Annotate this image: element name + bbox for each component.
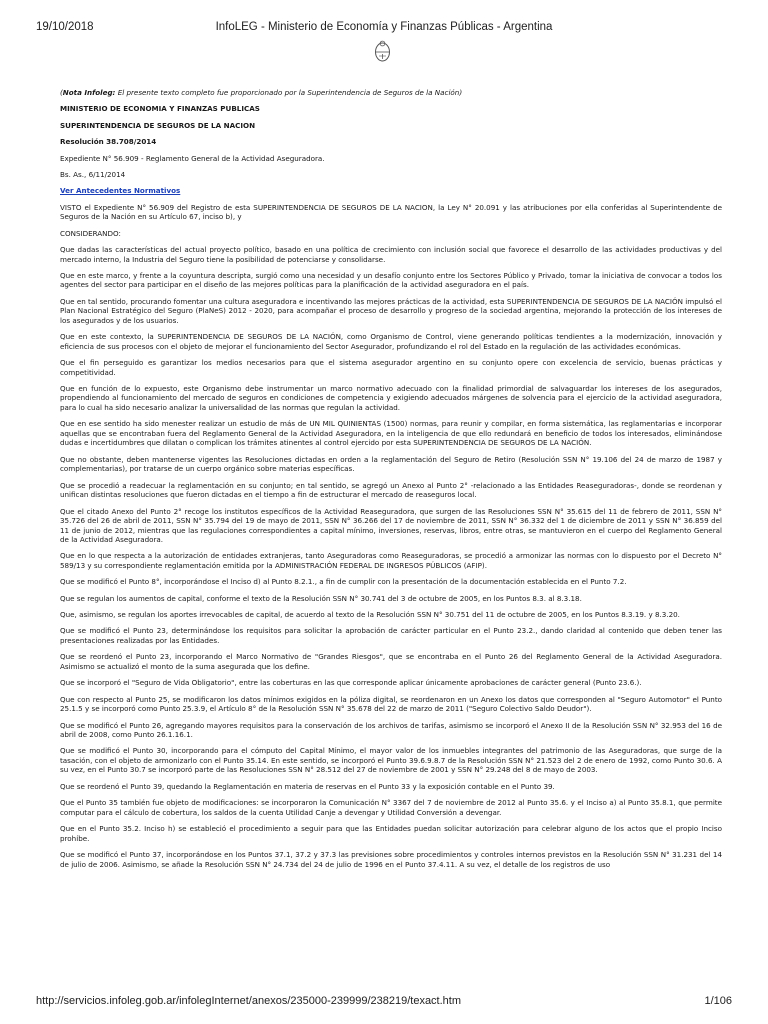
superintendency-heading: SUPERINTENDENCIA DE SEGUROS DE LA NACION <box>60 120 256 130</box>
ministry-heading: MINISTERIO DE ECONOMIA Y FINANZAS PUBLICAS <box>60 104 260 114</box>
body-paragraph: CONSIDERANDO: <box>60 228 121 238</box>
body-paragraph: Que se modificó el Punto 30, incorporando para el cómputo del Capital Mínimo, el mayor valor de los inmuebles integrantes del patrimonio de las Aseguradoras, que surge de la tasación, con el objeto de armonizarlo con el Punto 35.14. En este sentido, se incorporó el Punto 39.6.9.8.7 de la Resolución SSN N° 21.523 del 2 de enero de 1992, como Punto 30.6. A su vez, en el Punto 30.7 se incorporó parte de las Resoluciones SSN N° 28.512 del 27 de noviembre de 2001 y SSN N° 29.248 del 8 de mayo de 2003. <box>60 746 722 775</box>
antecedentes-link[interactable]: Ver Antecedentes Normativos <box>60 186 181 196</box>
body-paragraph: Que se modificó el Punto 37, incorporándose en los Puntos 37.1, 37.2 y 37.3 las previsiones sobre procedimientos y controles internos previstos en la Resolución SSN N° 31.231 del 14 de julio de 2006. Asimismo, se añade la Resolución SSN N° 24.734 del 24 de julio de 1996 en el Punto 37.4.11. A su vez, el detalle de los registros de uso <box>60 850 722 869</box>
body-paragraph: Que el Punto 35 también fue objeto de modificaciones: se incorporaron la Comunicación N° 3367 del 7 de noviembre de 2012 al Punto 35.6. y el Inciso a) al Punto 35.8.1, que permite computar para el cálculo de cobertura, los saldos de la cuenta Utilidad Canje a devengar y Utilidad Conversión a devengar. <box>60 798 722 817</box>
body-paragraph: Que se reordenó el Punto 23, incorporando el Marco Normativo de "Grandes Riesgos", que se encontraba en el Punto 26 del Reglamento General de la Actividad Aseguradora. Asimismo se actualizó el monto de la suma asegurada que los define. <box>60 652 722 671</box>
page-footer <box>0 995 768 1015</box>
body-paragraph: Que se procedió a readecuar la reglamentación en su conjunto; en tal sentido, se agregó un Anexo al Punto 2° -relacionado a las Entidades Reaseguradoras-, donde se reordenan y unifican distintas resoluciones que fueron dictadas en el tiempo a fin de estructurar el mercado de reaseguros local. <box>60 480 722 500</box>
body-paragraph: Que dadas las características del actual proyecto político, basado en una política de crecimiento con inclusión social que favorece el desarrollo de las actividades productivas y del mercado interno, la Industria del Seguro tiene la posibilidad de potenciarse y consolidarse. <box>60 245 722 264</box>
body-paragraph: Que el fin perseguido es garantizar los medios necesarios para que el sistema asegurador argentino en su conjunto opere con excelencia de servicio, buenas prácticas y competitividad. <box>60 358 722 377</box>
print-date: 19/10/2018 <box>36 21 94 33</box>
body-paragraph: Que en este marco, y frente a la coyuntura descripta, surgió como una necesidad y un desafío conjunto entre los Sectores Público y Privado, tomar la iniciativa de convocar a todos los agentes del sector para participar en el diseño de las mejores políticas para la planificación de la actividad aseguradora en el país. <box>60 270 722 290</box>
argentina-seal-icon <box>374 40 391 62</box>
page-url[interactable]: http://servicios.infoleg.gob.ar/infolegInternet/anexos/235000-239999/238219/texact.htm <box>36 995 462 1007</box>
body-paragraph: Que en ese sentido ha sido menester realizar un estudio de más de UN MIL QUINIENTAS (1500) normas, para reunir y compilar, en forma sistemática, las reglamentarias e incorporar aquellas que se encontraban fuera del Reglamento General de la Actividad Aseguradora, en la inteligencia de que ello redundará en beneficio de todos los interesados, eliminándose dudas e incertidumbres que dilatan o complican los trámites atinentes al control ejercido por esta SUPERINTENDENCIA DE SEGUROS DE LA NACIÓN. <box>60 419 722 448</box>
body-paragraph: VISTO el Expediente N° 56.909 del Registro de esta SUPERINTENDENCIA DE SEGUROS DE LA NACION, la Ley N° 20.091 y las atribuciones por ella conferidas al Superintendente de Seguros de la Nación en su Artículo 67, inciso b), y <box>60 202 722 222</box>
body-paragraph: Que en el Punto 35.2. Inciso h) se estableció el procedimiento a seguir para que las Entidades puedan solicitar autorización para celebrar alguno de los actos que el propio Inciso prohíbe. <box>60 824 722 843</box>
body-paragraph: Que el citado Anexo del Punto 2° recoge los institutos específicos de la Actividad Reaseguradora, que surgen de las Resoluciones SSN N° 35.615 del 11 de febrero de 2011, SSN N° 35.726 del 26 de abril de 2011, SSN N° 35.794 del 19 de mayo de 2011, SSN N° 36.266 del 17 de noviembre de 2011, SSN N° 36.332 del 1 de diciembre de 2011 y SSN N° 36.859 del 11 de junio de 2012, mientras que las regulaciones correspondientes a capital mínimo, inversiones, reservas, libros, entre otras, se mantuvieron en el cuerpo del Reglamento General de la Actividad Aseguradora. <box>60 506 722 545</box>
page-title: InfoLEG - Ministerio de Economía y Finanzas Públicas - Argentina <box>215 21 553 33</box>
place-date-line: Bs. As., 6/11/2014 <box>60 169 126 179</box>
body-paragraph: Que con respecto al Punto 25, se modificaron los datos mínimos exigidos en la póliza digital, se reordenaron en un Anexo los datos que corresponden al "Seguro Automotor" el Punto 25.1.5 y se incorporó como Punto 25.3.9, el Artículo 8° de la Resolución SSN N° 35.678 del 22 de marzo de 2011 ("Seguro Colectivo Saldo Deudor"). <box>60 694 722 714</box>
body-paragraph: Que se incorporó el "Seguro de Vida Obligatorio", entre las coberturas en las que corresponde aplicar únicamente aprobaciones de carácter general (Punto 23.6.). <box>60 678 642 688</box>
resolution-heading: Resolución 38.708/2014 <box>60 137 157 147</box>
paragraph-list <box>60 203 722 869</box>
page-number: 1/106 <box>704 995 732 1007</box>
body-paragraph: Que en tal sentido, procurando fomentar una cultura aseguradora e incentivando las mejores prácticas de la actividad, esta SUPERINTENDENCIA DE SEGUROS DE LA NACIÓN impulsó el Plan Nacional Estratégico del Seguro (PlaNeS) 2012 - 2020, para acompañar el proceso de desarrollo y progreso de la sociedad argentina, mejorando la protección de los intereses de los asegurados y de los usuarios. <box>60 296 722 325</box>
body-paragraph: Que no obstante, deben mantenerse vigentes las Resoluciones dictadas en orden a la reglamentación del Seguro de Retiro (Resolución SSN N° 19.106 del 24 de marzo de 1987 y complementarias), por tratarse de un cuerpo orgánico sobre materias específicas. <box>60 454 722 474</box>
note-label: Nota Infoleg: <box>62 88 116 97</box>
document-body <box>60 88 722 988</box>
body-paragraph: Que se modificó el Punto 26, agregando mayores requisitos para la conservación de los archivos de tarifas, asimismo se incorporó el Anexo II de la Resolución SSN N° 32.953 del 16 de abril de 2008, como Punto 26.1.16.1. <box>60 720 722 740</box>
note-text: El presente texto completo fue proporcionado por la Superintendencia de Seguros de la Nación) <box>115 88 463 97</box>
body-paragraph: Que se modificó el Punto 23, determinándose los requisitos para solicitar la aprobación de carácter particular en el Punto 23.2., dando claridad al contenido que deben tener las presentaciones realizadas por las Entidades. <box>60 626 722 645</box>
body-paragraph: Que en lo que respecta a la autorización de entidades extranjeras, tanto Aseguradoras como Reaseguradoras, se procedió a armonizar las normas con lo dispuesto por el Decreto N° 589/13 y su correspondiente reglamentación emitida por la ADMINISTRACIÓN FEDERAL DE INGRESOS PÚBLICOS (AFIP). <box>60 551 722 570</box>
expediente-line: Expediente N° 56.909 - Reglamento General de la Actividad Aseguradora. <box>60 153 325 163</box>
body-paragraph: Que se modificó el Punto 8°, incorporándose el Inciso d) al Punto 8.2.1., a fin de cumplir con la presentación de la documentación establecida en el Punto 7.2. <box>60 577 627 587</box>
body-paragraph: Que, asimismo, se regulan los aportes irrevocables de capital, de acuerdo al texto de la Resolución SSN N° 30.751 del 11 de octubre de 2005, en los Puntos 8.3.19. y 8.3.20. <box>60 610 680 620</box>
body-paragraph: Que se reordenó el Punto 39, quedando la Reglamentación en materia de reservas en el Punto 33 y la exposición contable en el Punto 39. <box>60 781 555 791</box>
infoleg-note: (Nota Infoleg: El presente texto completo fue proporcionado por la Superintendencia de Seguros de la Nación) <box>60 88 463 97</box>
body-paragraph: Que en este contexto, la SUPERINTENDENCIA DE SEGUROS DE LA NACIÓN, como Organismo de Control, viene generando políticas tendientes a la modernización, innovación y eficiencia de sus procesos con el objeto de mejorar el funcionamiento del Sector Asegurador, profundizando el rol del Estado en la regulación de las actividades económicas. <box>60 332 722 351</box>
body-paragraph: Que se regulan los aumentos de capital, conforme el texto de la Resolución SSN N° 30.741 del 3 de octubre de 2005, en los Puntos 8.3. al 8.3.18. <box>60 593 582 603</box>
body-paragraph: Que en función de lo expuesto, este Organismo debe instrumentar un marco normativo adecuado con la finalidad primordial de salvaguardar los intereses de los asegurados, propendiendo al funcionamiento del mercado de seguros en condiciones de competencia y exigiendo adecuados márgenes de solvencia para el ejercicio de la actividad aseguradora, para lo cual ha sido necesario analizar la universalidad de las normas que regulan la actividad. <box>60 383 722 412</box>
page-header <box>0 0 768 40</box>
